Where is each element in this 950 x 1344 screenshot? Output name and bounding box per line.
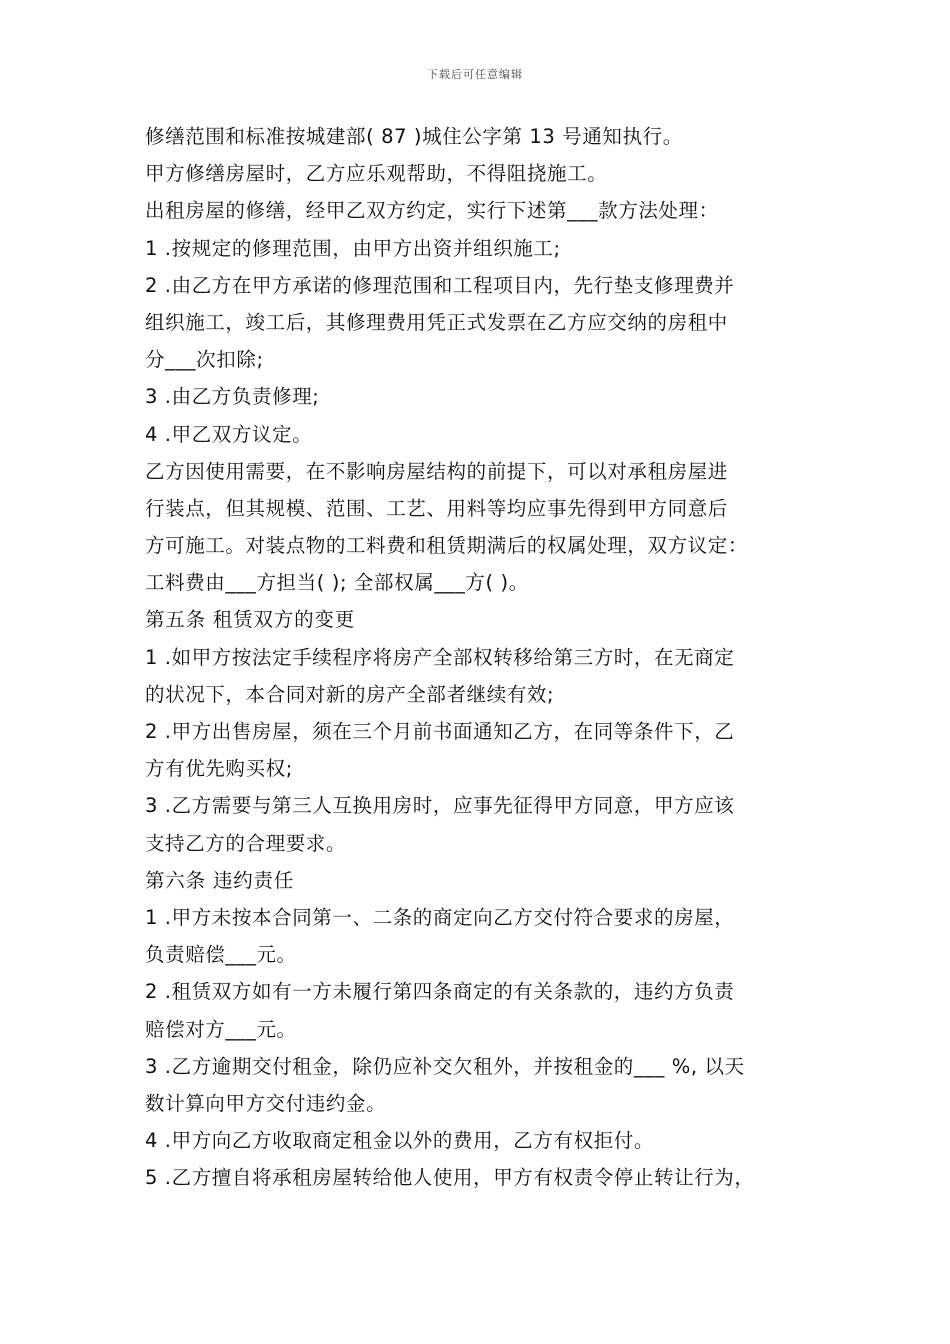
text-line: 甲方修缮房屋时，乙方应乐观帮助，不得阻挠施工。: [145, 162, 608, 186]
text-line: 出租房屋的修缮，经甲乙双方约定，实行下述第___款方法处理：: [145, 199, 719, 223]
text-line: 行装点，但其规模、范围、工艺、用料等均应事先得到甲方同意后: [145, 496, 728, 520]
text-line: 4 .甲乙双方议定。: [145, 422, 313, 446]
text-line: 1 .甲方未按本合同第一、二条的商定向乙方交付符合要求的房屋，: [145, 905, 735, 929]
text-line: 2 .租赁双方如有一方未履行第四条商定的有关条款的，违约方负责: [145, 980, 735, 1004]
text-line: 1 .如甲方按法定手续程序将房产全部权转移给第三方时，在无商定: [145, 645, 735, 669]
text-line: 方可施工。对装点物的工料费和租赁期满后的权属处理，双方议定：: [145, 534, 749, 558]
section-heading: 第六条 违约责任: [145, 868, 295, 892]
text-line: 工料费由___方担当( ); 全部权属___方( )。: [145, 571, 529, 595]
text-line: 组织施工，竣工后，其修理费用凭正式发票在乙方应交纳的房租中: [145, 310, 728, 334]
text-line: 修缮范围和标准按城建部( 87 )城住公字第 13 号通知执行。: [145, 125, 683, 148]
text-line: 3 .由乙方负责修理;: [145, 385, 320, 409]
text-line: 2 .由乙方在甲方承诺的修理范围和工程项目内，先行垫支修理费并: [145, 273, 735, 297]
text-line: 3 .乙方逾期交付租金，除仍应补交欠租外，并按租金的___ %, 以天: [145, 1054, 745, 1078]
text-line: 1 .按规定的修理范围，由甲方出资并组织施工;: [145, 236, 561, 260]
text-line: 方有优先购买权;: [145, 757, 293, 781]
page-header: 下载后可任意编辑: [427, 68, 523, 81]
text-line: 2 .甲方出售房屋，须在三个月前书面通知乙方，在同等条件下，乙: [145, 720, 735, 743]
document-body: [145, 118, 813, 1196]
text-line: 支持乙方的合理要求。: [145, 831, 347, 855]
text-line: 赔偿对方___元。: [145, 1017, 297, 1041]
text-line: 5 .乙方擅自将承租房屋转给他人使用，甲方有权责令停止转让行为，: [145, 1166, 755, 1190]
text-line: 分___次扣除;: [145, 348, 264, 372]
text-line: 4 .甲方向乙方收取商定租金以外的费用，乙方有权拒付。: [145, 1129, 655, 1153]
text-line: 3 .乙方需要与第三人互换用房时，应事先征得甲方同意，甲方应该: [145, 794, 735, 818]
section-heading: 第五条 租赁双方的变更: [145, 608, 355, 632]
text-line: 负责赔偿___元。: [145, 943, 297, 967]
text-line: 乙方因使用需要，在不影响房屋结构的前提下，可以对承租房屋进: [145, 459, 728, 483]
text-line: 的状况下，本合同对新的房产全部者继续有效;: [145, 682, 555, 706]
text-line: 数计算向甲方交付违约金。: [145, 1091, 387, 1115]
